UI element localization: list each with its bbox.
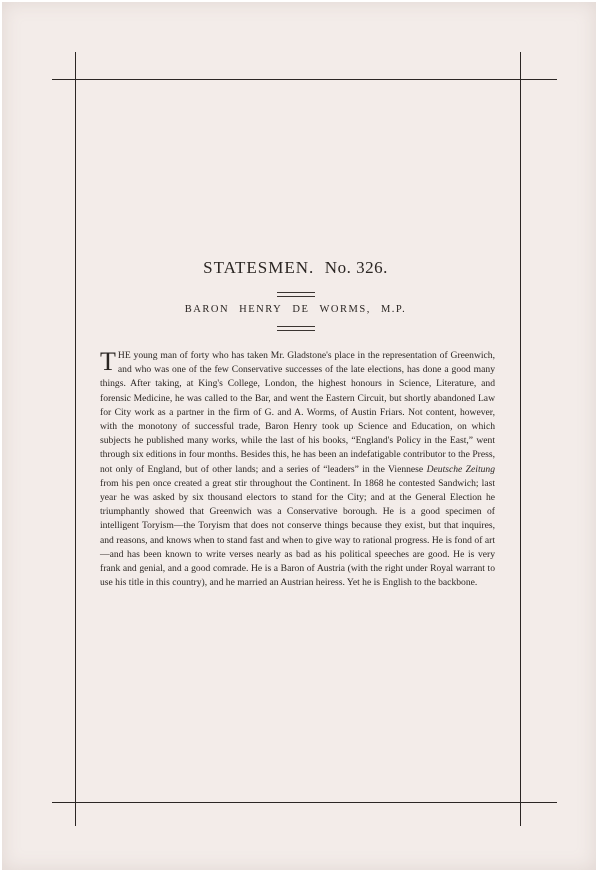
frame-rule-right (520, 52, 521, 826)
drop-cap: T (100, 347, 116, 376)
subject-name: BARON HENRY DE WORMS, M.P. (184, 304, 407, 315)
section-label: STATESMEN. (203, 258, 315, 277)
frame-rule-bottom (52, 802, 557, 803)
newspaper-title: Deutsche Zeitung (426, 463, 495, 475)
body-text-part-1: HE young man of forty who has taken Mr. Gladstone's place in the representation of Greenwich, and who was one of the few Conservative successes of the late elections, has done a good many things. After taking, at King's College, London, the highest honours in Science, Literature, and forensic Medicine, he was called to the Bar, and went the Eastern Circuit, but shortly abandoned Law for City work as a partner in the firm of G. and A. Worms, of Austin Friars. Not content, however, with the monotony of successful trade, Baron Henry took up Science and Education, on which subjects he published many works, while the last of his books, “England's Policy in the East,” went through six editions in four months. Besides this, he has been an indefatigable contributor to the Press, not only of England, but of other lands; and a series of “leaders” in the Viennese (100, 350, 495, 475)
title-divider (277, 292, 315, 297)
body-text-part-2: from his pen once created a great stir throughout the Continent. In 1868 he contested Sandwich; last year he was asked by six thousand electors to stand for the City; and at the General Election he triumphantly showed that Greenwich was a Conservative borough. He is a good specimen of intelligent Toryism—the Toryism that does not conserve things because they exist, but that inquires, and reasons, and knows when to stand fast and when to give way to rational progress. He is fond of art—and has been known to write verses nearly as bad as his political speeches are good. He is very frank and genial, and a good comrade. He is a Baron of Austria (with the right under Royal warrant to use his title in this country), and he married an Austrian heiress. Yet he is English to the backbone. (100, 477, 495, 589)
frame-rule-left (75, 52, 76, 826)
subject-divider (277, 326, 315, 331)
frame-rule-top (52, 79, 557, 80)
issue-number: No. 326. (324, 258, 388, 277)
article-body (100, 349, 495, 590)
page-title (73, 258, 518, 278)
